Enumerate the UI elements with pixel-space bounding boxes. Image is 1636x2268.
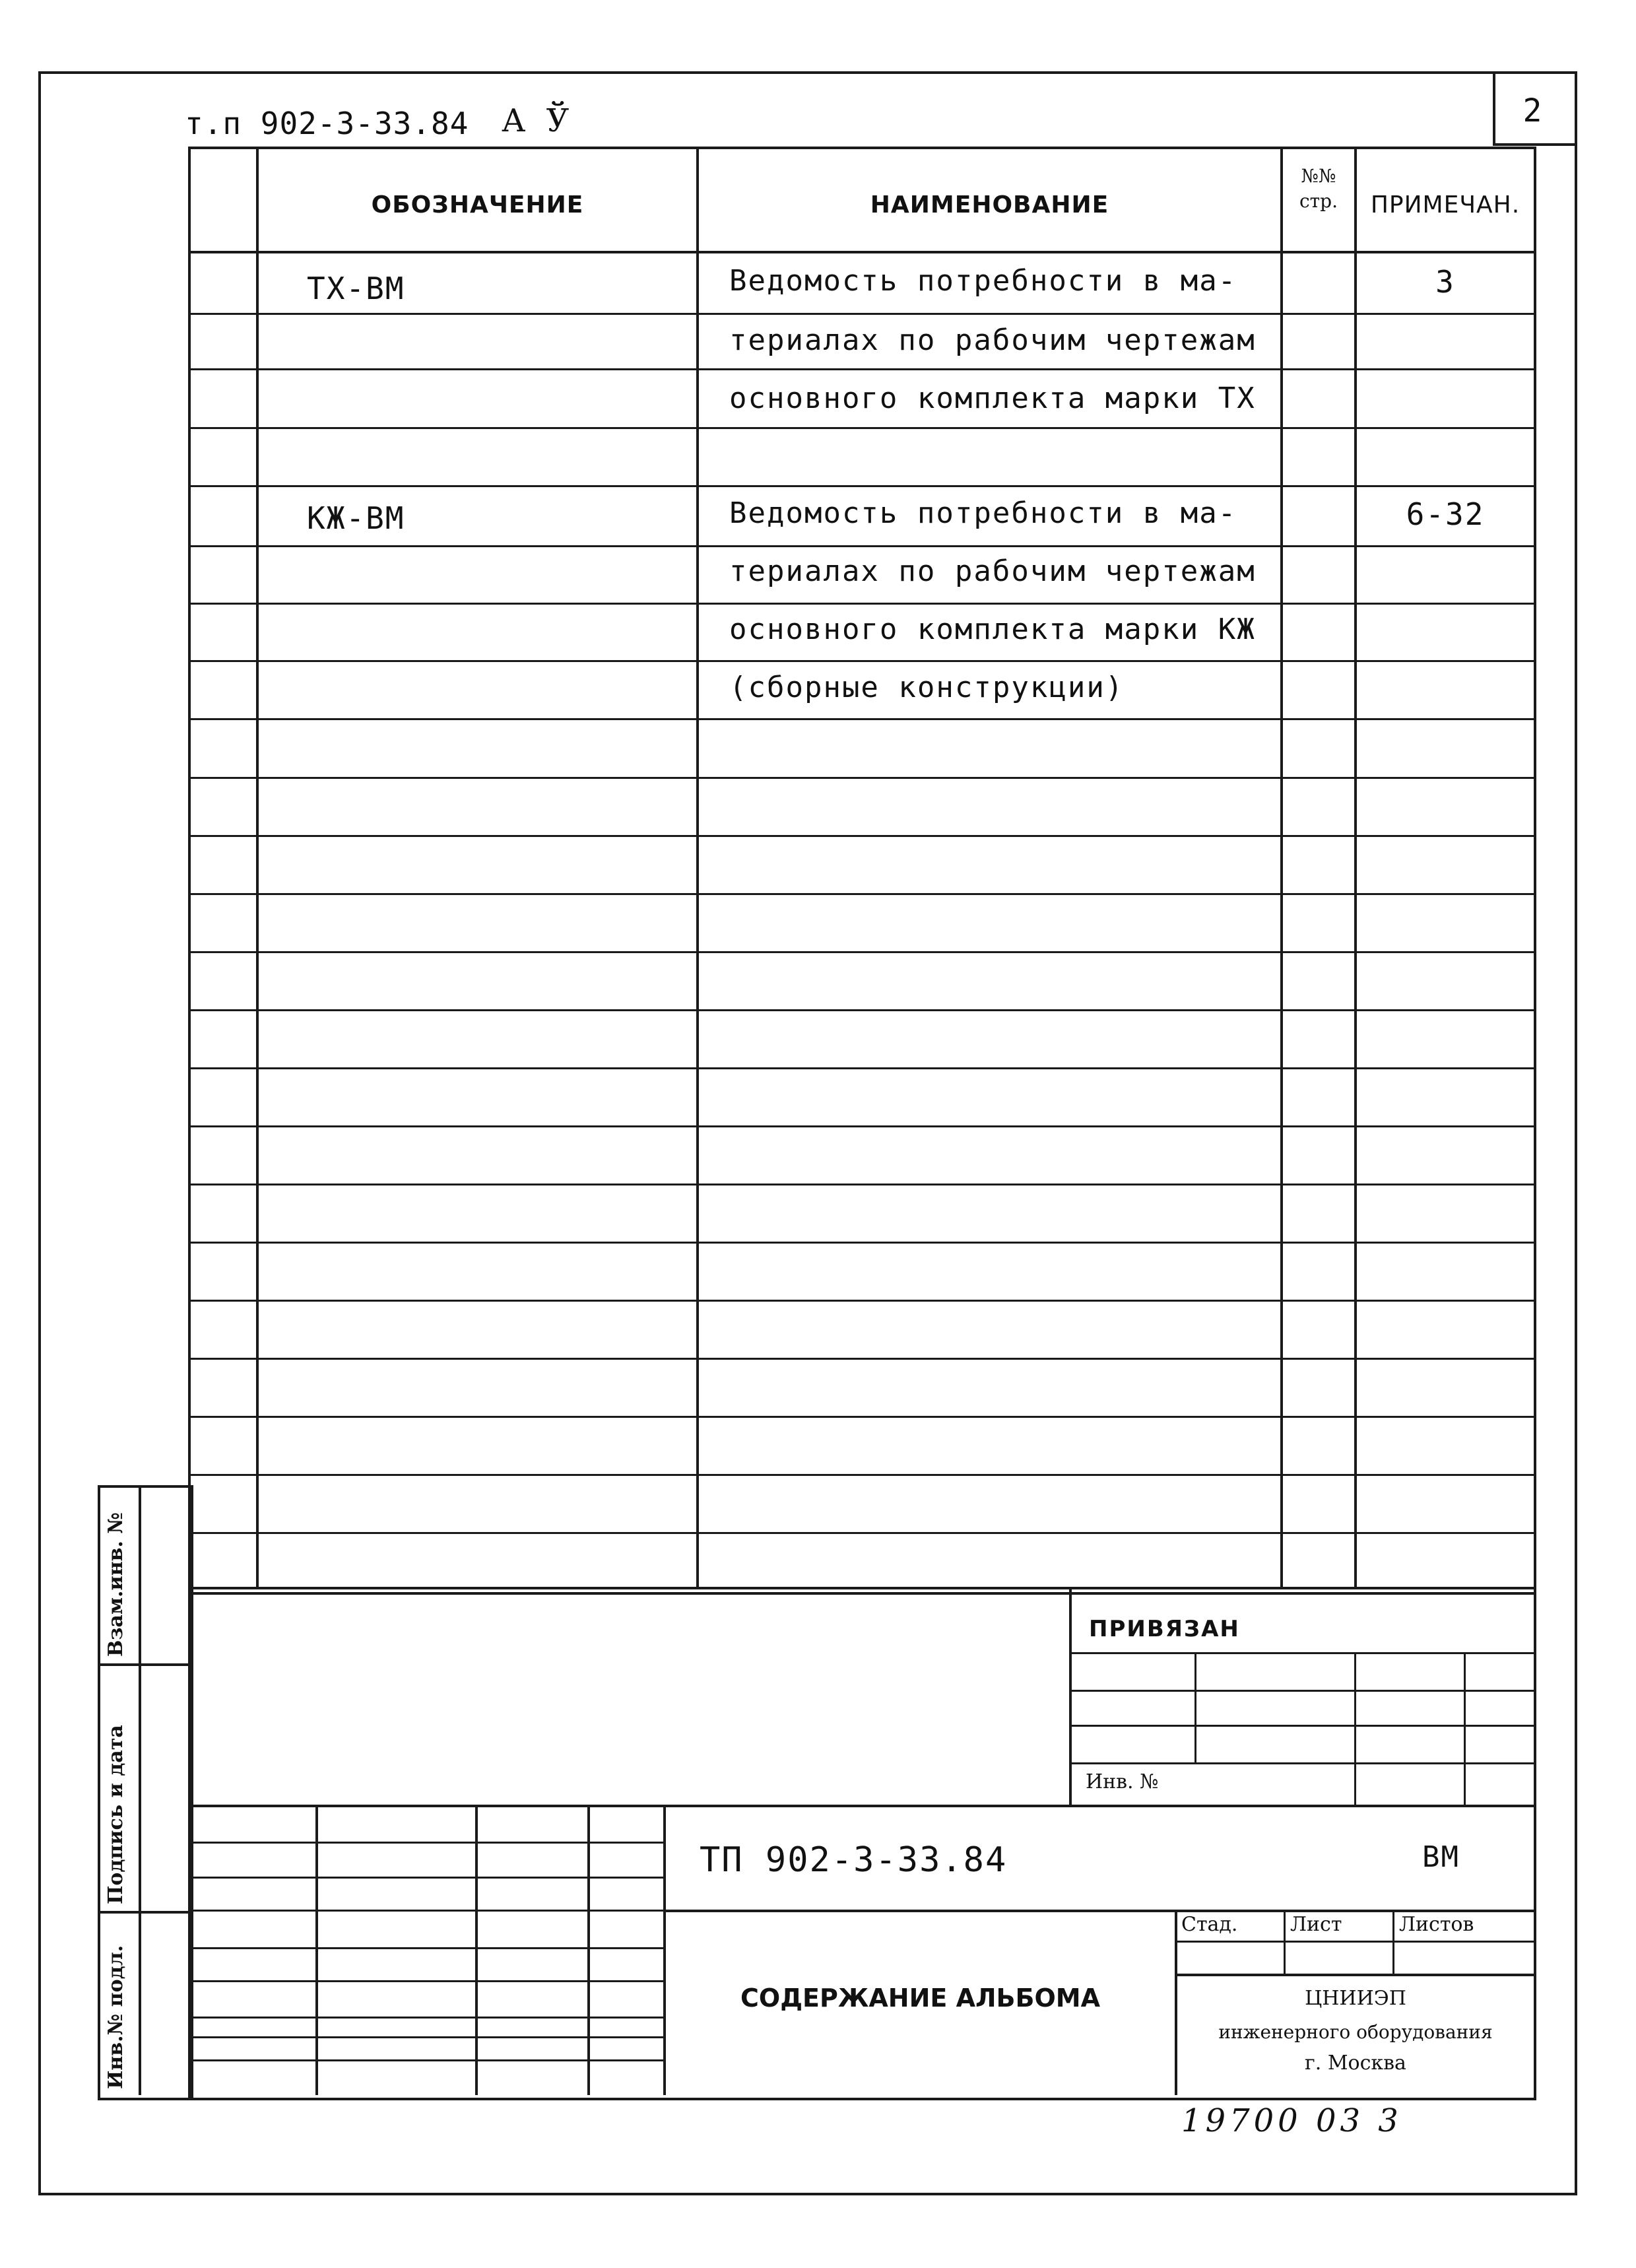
col-line-1 xyxy=(256,147,259,1589)
org-line-2: инженерного оборудования xyxy=(1218,2021,1493,2043)
bottom-number: 19700 03 3 xyxy=(1181,2102,1402,2139)
row-line xyxy=(188,603,1534,605)
row-line xyxy=(188,718,1534,720)
row-line xyxy=(188,777,1534,779)
page-number: 2 xyxy=(1522,92,1542,129)
header-note: ПРИМЕЧАН. xyxy=(1370,191,1521,218)
stad-label: Стад. xyxy=(1181,1913,1238,1936)
entry-1-name-line: основного комплекта марки ТХ xyxy=(729,382,1256,415)
stad-bottom-line xyxy=(1175,1974,1534,1976)
row-line xyxy=(188,1125,1534,1127)
row-line xyxy=(188,1009,1534,1011)
list-label: Лист xyxy=(1290,1913,1342,1936)
sign-row xyxy=(188,1947,663,1949)
row-line xyxy=(188,893,1534,895)
stad-row-line xyxy=(1175,1941,1534,1943)
stad-col xyxy=(1392,1910,1394,1974)
row-line xyxy=(188,368,1534,370)
side-strip-divider xyxy=(139,1485,141,2095)
row-line xyxy=(188,835,1534,837)
org-line-1: ЦНИИЭП xyxy=(1305,1987,1406,2010)
sign-col xyxy=(475,1805,478,2095)
header-pages: №№ стр. xyxy=(1299,165,1338,212)
row-line xyxy=(188,1416,1534,1418)
row-line xyxy=(188,660,1534,662)
sign-row xyxy=(188,1910,663,1912)
privyazan-col xyxy=(1354,1652,1356,1805)
row-line xyxy=(188,1184,1534,1185)
sign-row xyxy=(188,2017,663,2018)
entry-2-name-line: Ведомость потребности в ма- xyxy=(729,496,1237,530)
sign-row xyxy=(188,2036,663,2038)
privyazan-col xyxy=(1464,1652,1466,1805)
main-table xyxy=(188,147,1536,1595)
sign-row xyxy=(188,1842,663,1844)
stamp-main-left xyxy=(663,1805,666,2095)
row-line xyxy=(188,1358,1534,1360)
entry-1-designation: ТХ-ВМ xyxy=(307,271,405,306)
top-mark: А Ў xyxy=(502,102,575,139)
header-designation: ОБОЗНАЧЕНИЕ xyxy=(371,191,584,218)
top-code: т.п 902-3-33.84 xyxy=(185,106,469,141)
listov-label: Листов xyxy=(1399,1913,1474,1936)
stamp-title: СОДЕРЖАНИЕ АЛЬБОМА xyxy=(740,1984,1100,2013)
entry-2-name-line: териалах по рабочим чертежам xyxy=(729,554,1256,588)
row-line xyxy=(188,313,1534,315)
org-line-3: г. Москва xyxy=(1305,2051,1406,2075)
sign-col xyxy=(315,1805,318,2095)
entry-1-note: 3 xyxy=(1435,264,1455,300)
side-strip-row xyxy=(98,1663,191,1666)
row-line xyxy=(188,1067,1534,1069)
side-label-inv-podl: Инв.№ подл. xyxy=(104,1945,127,2089)
sign-row xyxy=(188,1877,663,1879)
row-line xyxy=(188,1242,1534,1244)
stad-col xyxy=(1284,1910,1286,1974)
header-name: НАИМЕНОВАНИЕ xyxy=(870,191,1109,218)
row-line xyxy=(188,1300,1534,1302)
sign-row xyxy=(188,2059,663,2061)
privyazan-left xyxy=(1069,1587,1072,1805)
row-line xyxy=(188,427,1534,429)
row-line xyxy=(188,485,1534,487)
col-line-3 xyxy=(1280,147,1283,1589)
entry-2-note: 6-32 xyxy=(1406,496,1485,532)
side-strip-row xyxy=(98,1911,191,1914)
header-divider xyxy=(188,251,1534,253)
sign-row xyxy=(188,1980,663,1982)
entry-2-name-line: (сборные конструкции) xyxy=(729,671,1125,704)
entry-1-name-line: териалах по рабочим чертежам xyxy=(729,323,1256,357)
entry-2-designation: КЖ-ВМ xyxy=(307,500,405,536)
col-line-2 xyxy=(696,147,699,1589)
row-line xyxy=(188,1474,1534,1476)
entry-2-name-line: основного комплекта марки КЖ xyxy=(729,613,1256,646)
sign-col xyxy=(587,1805,590,2095)
row-line xyxy=(188,545,1534,547)
inv-no-label: Инв. № xyxy=(1086,1770,1159,1793)
stamp-code-bottom xyxy=(663,1910,1534,1912)
side-label-vzam: Взам.инв. № xyxy=(104,1512,127,1657)
stamp-doc-mark: ВМ xyxy=(1422,1840,1460,1874)
row-line xyxy=(188,1532,1534,1534)
privyazan-label: ПРИВЯЗАН xyxy=(1089,1616,1240,1642)
stamp-doc-code: ТП 902-3-33.84 xyxy=(700,1840,1008,1880)
col-line-4 xyxy=(1354,147,1357,1589)
side-label-podpis: Подпись и дата xyxy=(104,1725,127,1904)
entry-1-name-line: Ведомость потребности в ма- xyxy=(729,264,1237,298)
stamp-code-top xyxy=(188,1805,1534,1807)
privyazan-col xyxy=(1194,1652,1196,1762)
row-line xyxy=(188,951,1534,953)
